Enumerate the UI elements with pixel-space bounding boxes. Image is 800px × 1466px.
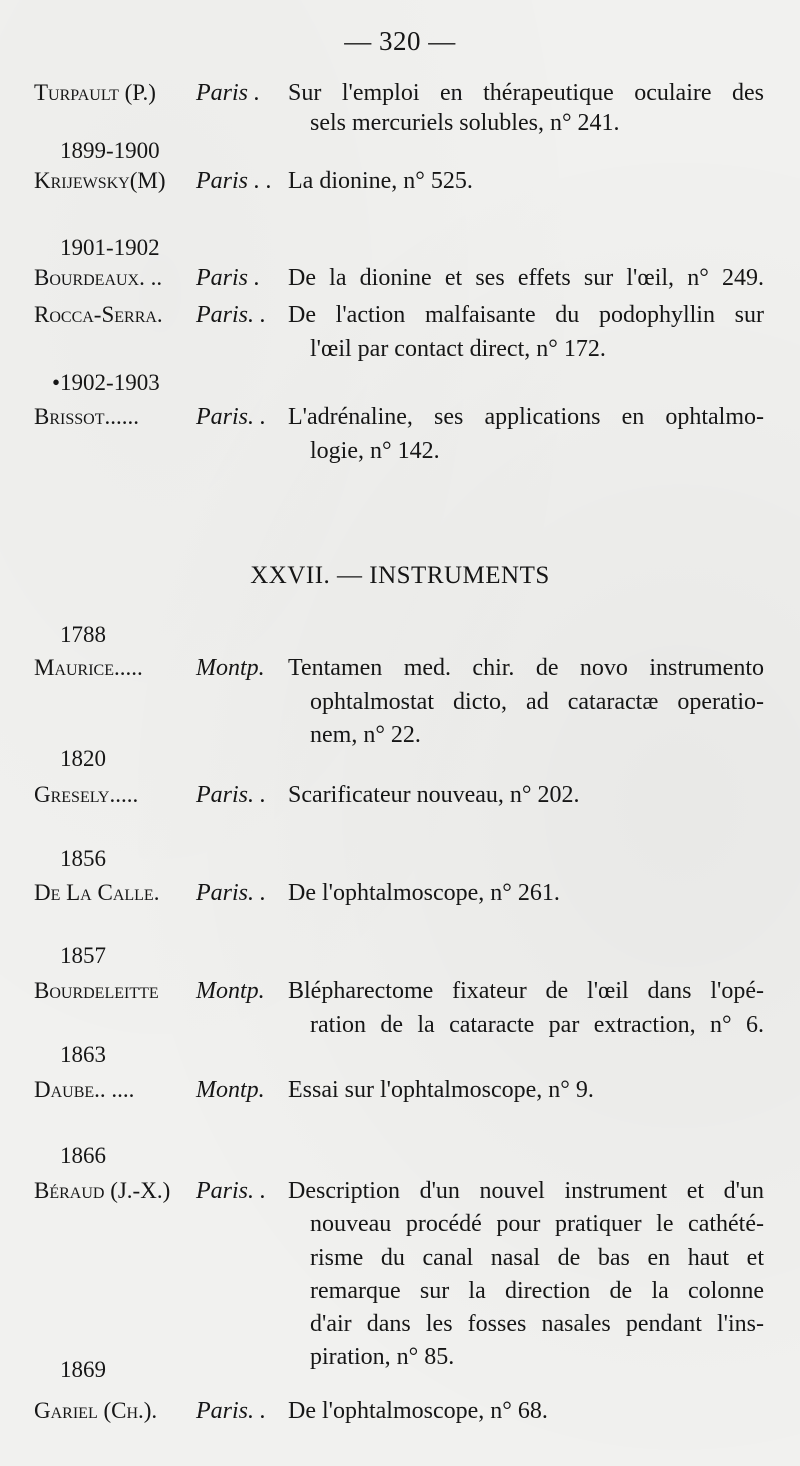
- entry-title-line: Blépharectome fixateur de l'œil dans l'opé-: [288, 978, 764, 1004]
- entry-title-line: De l'action malfaisante du podophyllin sur: [288, 302, 764, 328]
- entry-place: Paris. .: [196, 1398, 267, 1424]
- entry-title-line: l'œil par contact direct, n° 172.: [310, 336, 606, 362]
- entry-author: Turpault (P.): [34, 80, 156, 105]
- entry-title-line: La dionine, n° 525.: [288, 168, 473, 194]
- entry-author: Rocca-Serra.: [34, 302, 163, 327]
- year-heading: 1869: [60, 1357, 106, 1382]
- entry-place: Paris. .: [196, 404, 267, 430]
- bibliography-entry: [0, 168, 800, 204]
- entry-place: Paris .: [196, 80, 261, 106]
- entry-author: Maurice.....: [34, 655, 143, 680]
- section-heading: XXVII. — INSTRUMENTS: [250, 562, 550, 589]
- entry-title-line: sels mercuriels solubles, n° 241.: [310, 110, 620, 136]
- entry-author: Brissot......: [34, 404, 139, 429]
- year-heading: 1857: [60, 943, 106, 968]
- entry-title-line: d'air dans les fosses nasales pendant l'ins-: [310, 1311, 764, 1337]
- entry-title-line: Tentamen med. chir. de novo instrumento: [288, 655, 764, 681]
- entry-title-line: risme du canal nasal de bas en haut et: [310, 1245, 764, 1271]
- entry-title-line: Sur l'emploi en thérapeutique oculaire des: [288, 80, 764, 106]
- entry-title-line: L'adrénaline, ses applications en ophtalmo-: [288, 404, 764, 430]
- entry-place: Paris. .: [196, 880, 267, 906]
- year-heading: 1856: [60, 846, 106, 871]
- year-heading: 1788: [60, 622, 106, 647]
- entry-title-line: nouveau procédé pour pratiquer le cathété-: [310, 1211, 764, 1237]
- bibliography-entry: [0, 978, 800, 1014]
- bibliography-entry: [0, 1077, 800, 1113]
- entry-title-line: ration de la cataracte par extraction, n° 6.: [310, 1012, 764, 1038]
- entry-title-line: Essai sur l'ophtalmoscope, n° 9.: [288, 1077, 594, 1103]
- entry-title-line: nem, n° 22.: [310, 722, 421, 748]
- bibliography-entry: [0, 302, 800, 338]
- bibliography-entry: [0, 1398, 800, 1434]
- entry-title-line: De l'ophtalmoscope, n° 68.: [288, 1398, 548, 1424]
- entry-title-line: De l'ophtalmoscope, n° 261.: [288, 880, 560, 906]
- entry-author: Gresely.....: [34, 782, 139, 807]
- entry-title-line: ophtalmostat dicto, ad cataractæ operatio-: [310, 689, 764, 715]
- year-heading: •1902-1903: [52, 370, 160, 395]
- year-heading: 1901-1902: [60, 235, 160, 260]
- entry-author: Béraud (J.-X.): [34, 1178, 171, 1203]
- entry-title-line: logie, n° 142.: [310, 438, 440, 464]
- page-number: — 320 —: [344, 26, 456, 56]
- entry-title-line: De la dionine et ses effets sur l'œil, n° 249.: [288, 265, 764, 291]
- bibliography-entry: [0, 880, 800, 916]
- entry-author: Krijewsky(M): [34, 168, 166, 193]
- entry-place: Montp.: [196, 655, 265, 681]
- bibliography-entry: [0, 782, 800, 818]
- entry-author: Gariel (Ch.).: [34, 1398, 158, 1423]
- entry-title-line: Scarificateur nouveau, n° 202.: [288, 782, 580, 808]
- entry-author: Bourdeleitte: [34, 978, 159, 1003]
- entry-place: Montp.: [196, 1077, 265, 1103]
- entry-place: Paris .: [196, 265, 261, 291]
- bibliography-entry: [0, 265, 800, 301]
- bibliography-entry: [0, 1178, 800, 1214]
- year-heading: 1863: [60, 1042, 106, 1067]
- entry-author: Bourdeaux. ..: [34, 265, 163, 290]
- entry-place: Paris. .: [196, 1178, 267, 1204]
- entry-title-line: remarque sur la direction de la colonne: [310, 1278, 764, 1304]
- bibliography-entry: [0, 655, 800, 691]
- entry-place: Montp.: [196, 978, 265, 1004]
- entry-place: Paris. .: [196, 302, 267, 328]
- year-heading: 1899-1900: [60, 138, 160, 163]
- year-heading: 1866: [60, 1143, 106, 1168]
- year-heading: 1820: [60, 746, 106, 771]
- entry-title-line: piration, n° 85.: [310, 1344, 455, 1370]
- entry-title-line: Description d'un nouvel instrument et d'un: [288, 1178, 764, 1204]
- bibliography-entry: [0, 404, 800, 440]
- entry-author: Daube.. ....: [34, 1077, 135, 1102]
- entry-author: De La Calle.: [34, 880, 160, 905]
- entry-place: Paris. .: [196, 782, 267, 808]
- entry-place: Paris . .: [196, 168, 273, 194]
